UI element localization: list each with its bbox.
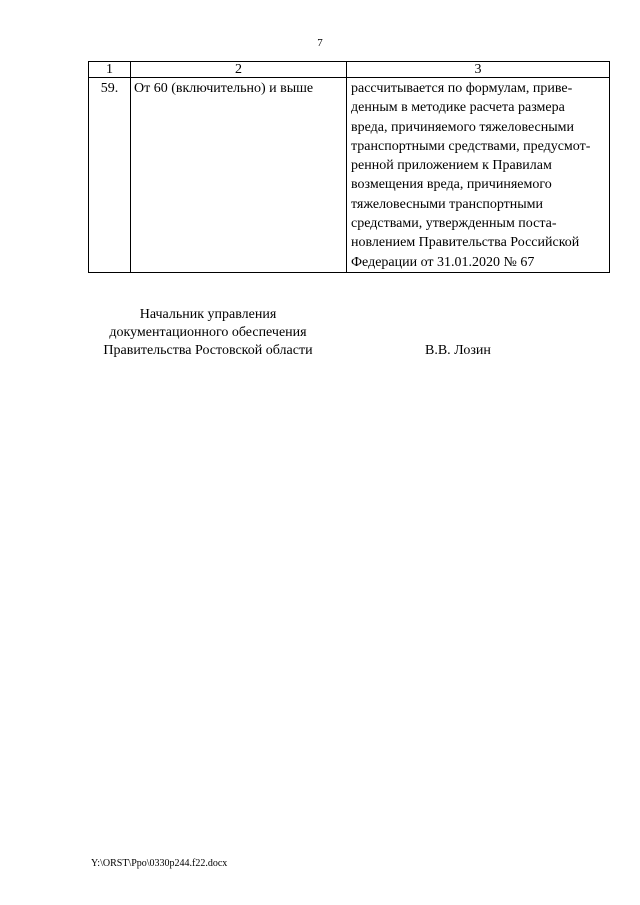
signatory-position-line: документационного обеспечения: [109, 325, 307, 340]
signatory-position: [88, 306, 328, 360]
description-line: денным в методике расчета размера: [351, 100, 565, 116]
description-line: средствами, утвержденным поста-: [351, 216, 557, 232]
description-line: возмещения вреда, причиняемого: [351, 177, 552, 193]
file-path-footer: Y:\ORST\Ppo\0330p244.f22.docx: [91, 858, 228, 869]
range-cell: От 60 (включительно) и выше: [131, 78, 347, 273]
row-number-cell: 59.: [89, 78, 131, 273]
description-line: тяжеловесными транспортными: [351, 196, 544, 212]
description-cell: [347, 78, 610, 273]
description-line: транспортными средствами, предусмот-: [351, 138, 591, 154]
signatory-position-line: Правительства Ростовской области: [103, 343, 313, 358]
appendix-table: [88, 61, 610, 273]
description-line: новлением Правительства Российской: [351, 235, 580, 251]
table-header-row: [89, 62, 610, 78]
table-header-cell: 2: [131, 62, 347, 78]
description-line: ренной приложением к Правилам: [351, 158, 552, 174]
description-line: вреда, причиняемого тяжеловесными: [351, 119, 575, 135]
description-line: Федерации от 31.01.2020 № 67: [351, 254, 535, 270]
description-line: рассчитывается по формулам, приве-: [351, 81, 573, 96]
signatory-position-line: Начальник управления: [139, 307, 277, 322]
table-row: [89, 78, 610, 273]
table-header-cell: 3: [347, 62, 610, 78]
table-header-cell: 1: [89, 62, 131, 78]
page-number: 7: [317, 37, 323, 49]
signatory-name: В.В. Лозин: [425, 343, 491, 358]
